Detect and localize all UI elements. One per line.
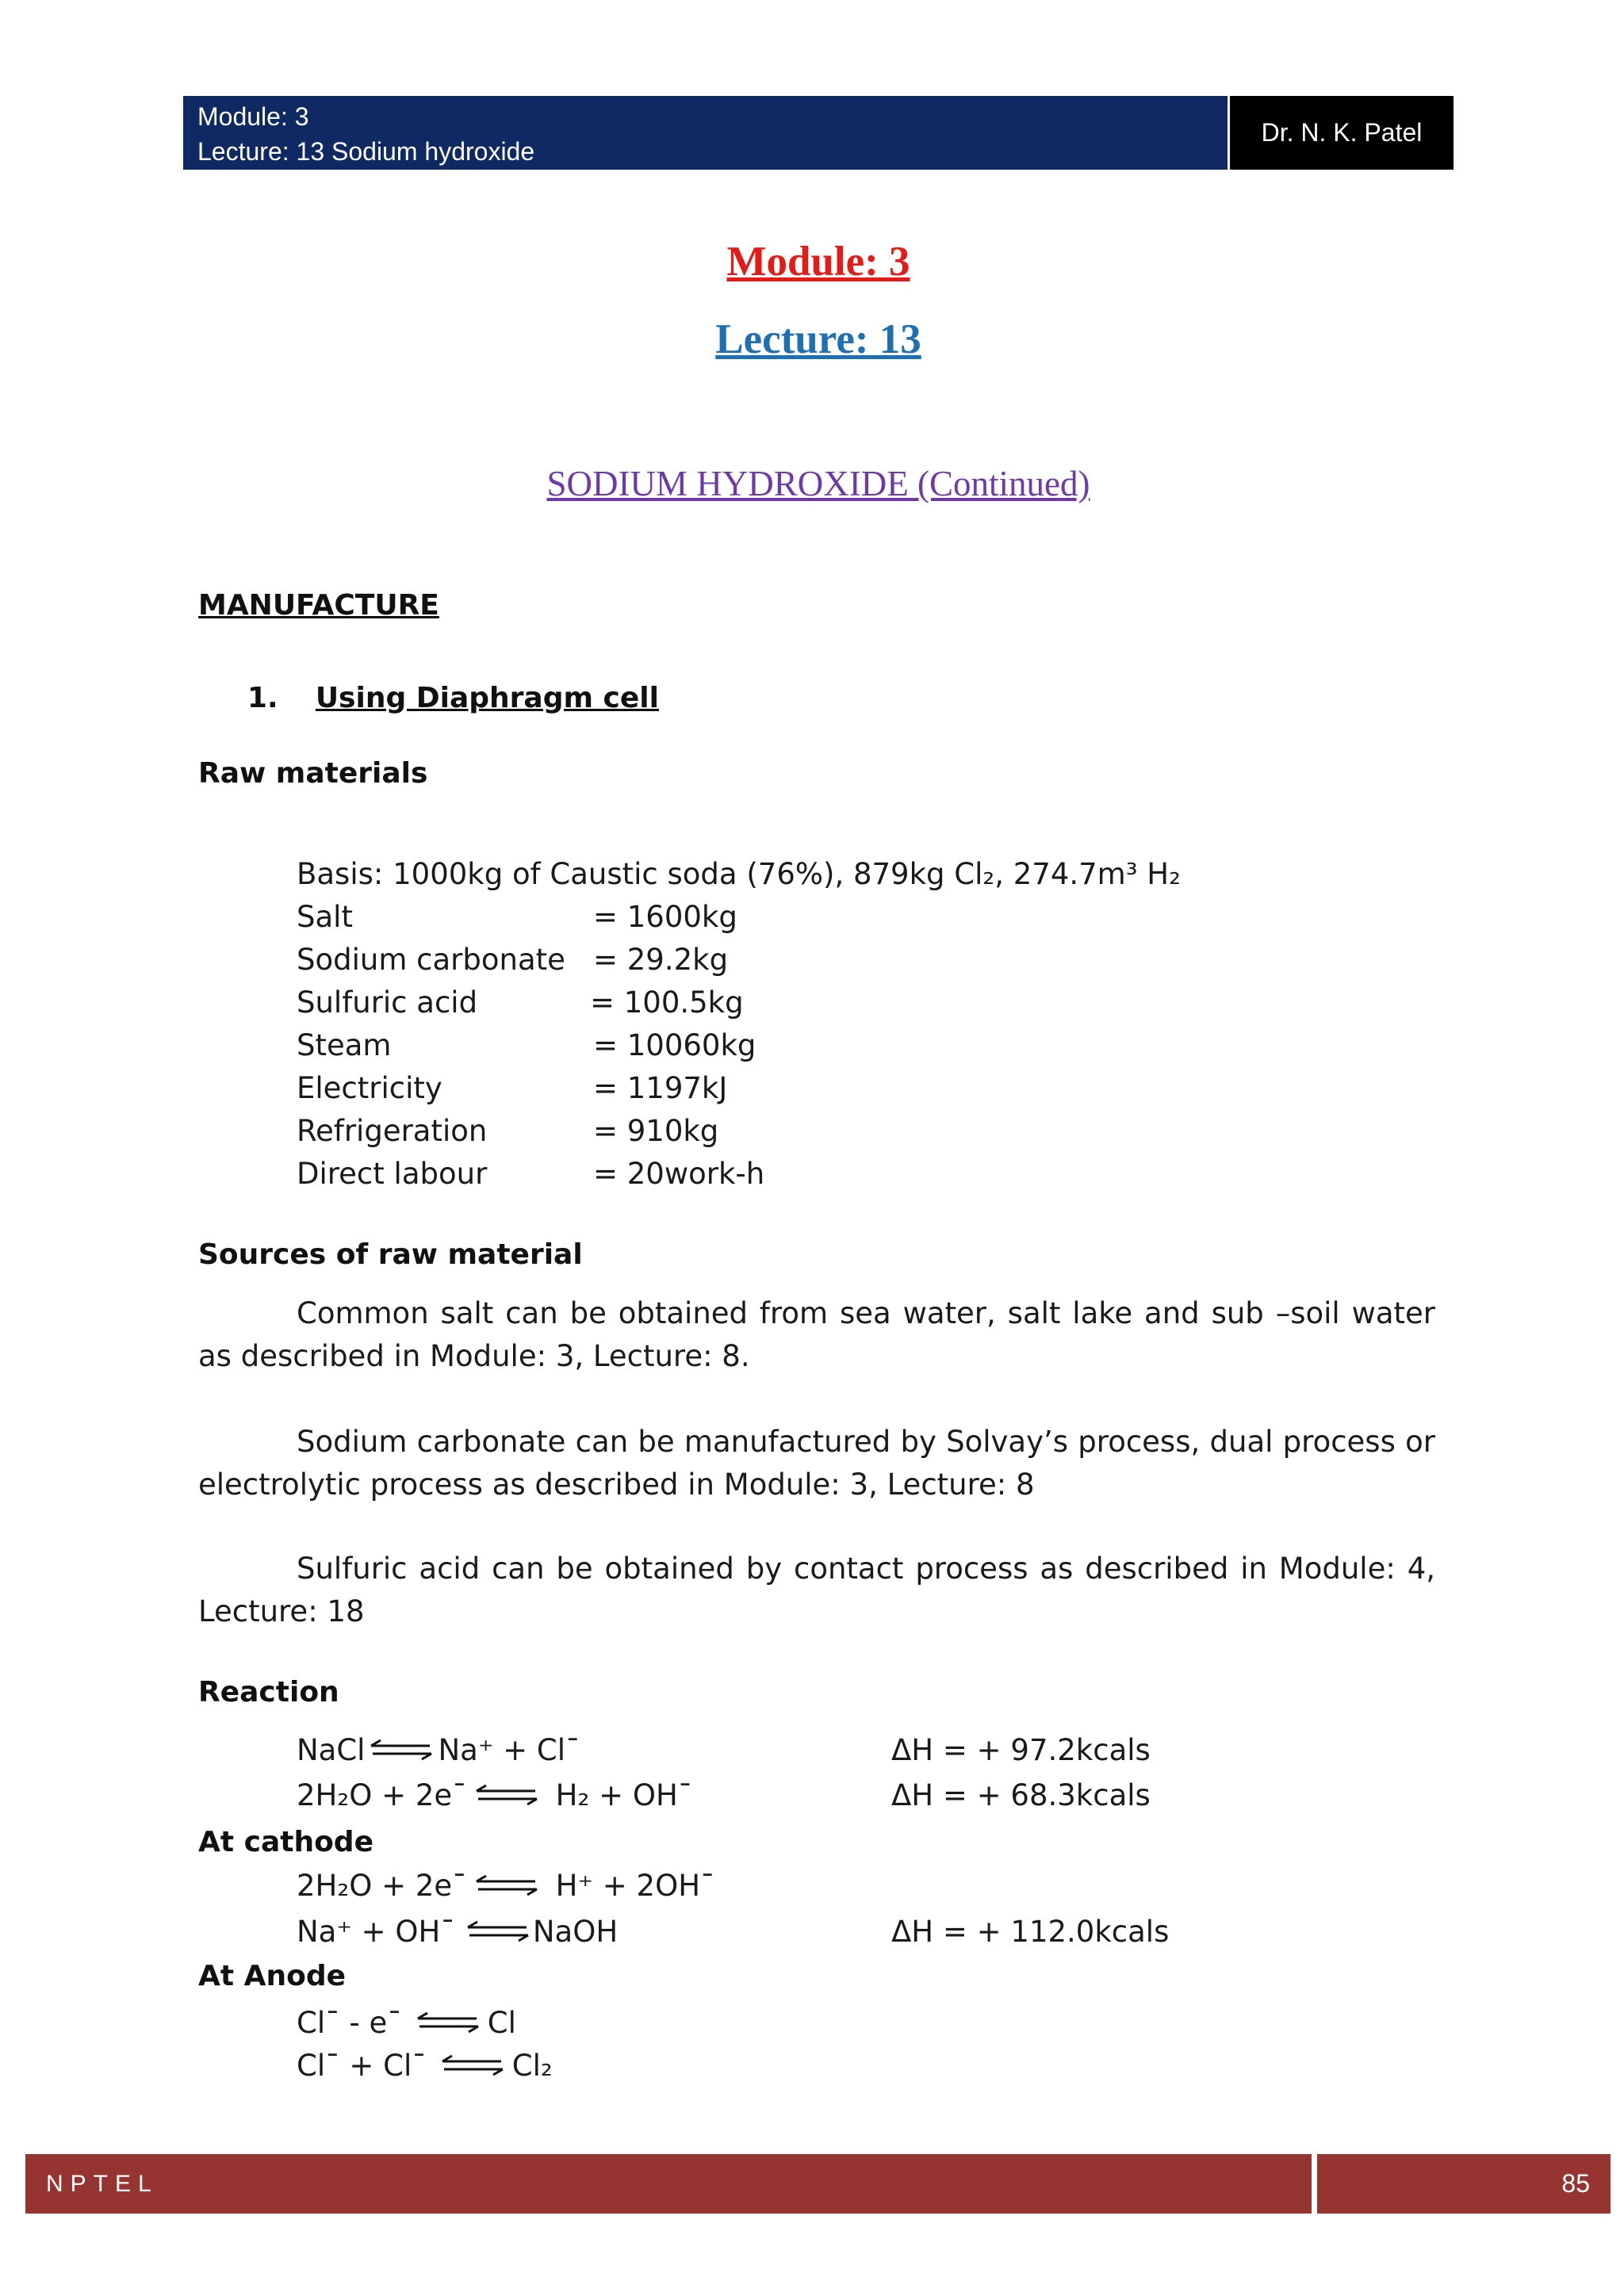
equilibrium-arrow-icon [416, 2007, 480, 2042]
equilibrium-arrow-icon [475, 1870, 538, 1904]
material-row [297, 1024, 1010, 1067]
equation-lhs: Na⁺ + OH¯ [297, 1915, 455, 1949]
material-row [297, 1067, 1010, 1110]
header-author [1230, 96, 1454, 170]
anode-heading: At Anode [198, 1960, 347, 1992]
footer-label: NPTEL [46, 2170, 159, 2197]
equilibrium-arrow-icon [441, 2050, 504, 2084]
manufacture-heading: MANUFACTURE [198, 589, 439, 622]
sources-heading: Sources of raw material [198, 1238, 583, 1271]
equation [297, 1869, 715, 1904]
header-bar [183, 96, 1228, 170]
equation-rhs: NaOH [532, 1915, 619, 1949]
equation-lhs: Cl¯ - e¯ [297, 2006, 402, 2040]
materials-list [297, 896, 1010, 1196]
material-row [297, 982, 1010, 1024]
reaction-heading: Reaction [198, 1676, 339, 1709]
source-paragraph-text: Sulfuric acid can be obtained by contact process as described in Module: 4, Lecture: 18 [198, 1552, 1435, 1628]
equation [297, 1915, 618, 1950]
equation-rhs: H⁺ + 2OH¯ [555, 1869, 715, 1903]
material-row [297, 939, 1010, 982]
enthalpy-value: ΔH = + 97.2kcals [891, 1733, 1151, 1767]
source-paragraph-text: Common salt can be obtained from sea water, salt lake and sub –soil water as described in Module: 3, Lecture: 8. [198, 1296, 1435, 1373]
source-paragraph [198, 1292, 1435, 1378]
equation-lhs: 2H₂O + 2e¯ [297, 1869, 467, 1903]
footer-page-box [1317, 2154, 1611, 2214]
cathode-heading: At cathode [198, 1826, 373, 1858]
method-title: Using Diaphragm cell [315, 682, 659, 714]
material-value: = 1197kJ [593, 1071, 728, 1105]
material-value: = 20work-h [593, 1157, 765, 1191]
equation [297, 1778, 692, 1814]
material-name: Electricity [297, 1071, 442, 1105]
source-paragraph [198, 1548, 1435, 1633]
equation-rhs: Cl [487, 2006, 516, 2040]
footer-bar [25, 2154, 1312, 2214]
basis-line: Basis: 1000kg of Caustic soda (76%), 879kg Cl₂, 274.7m³ H₂ [297, 857, 1181, 891]
equation-rhs: H₂ + OH¯ [555, 1778, 693, 1812]
lecture-title: Lecture: 13 [715, 316, 921, 362]
material-name: Sulfuric acid [297, 985, 478, 1020]
material-value: = 29.2kg [593, 943, 729, 977]
equation-lhs: 2H₂O + 2e¯ [297, 1778, 467, 1812]
source-paragraph-text: Sodium carbonate can be manufactured by Solvay’s process, dual process or electrolytic process as described in Module: 3, Lecture: 8 [198, 1425, 1435, 1502]
material-name: Steam [297, 1028, 392, 1062]
author-name: Dr. N. K. Patel [1261, 118, 1423, 147]
material-name: Sodium carbonate [297, 943, 565, 977]
method-item [247, 682, 659, 714]
material-value: = 10060kg [593, 1028, 756, 1062]
raw-materials-heading: Raw materials [198, 757, 428, 790]
material-value: = 100.5kg [590, 985, 744, 1020]
header-lecture: Lecture: 13 Sodium hydroxide [197, 137, 535, 166]
equation-lhs: NaCl [297, 1733, 366, 1767]
source-paragraph [198, 1421, 1435, 1506]
material-row [297, 1153, 1010, 1196]
material-name: Direct labour [297, 1157, 488, 1191]
material-name: Salt [297, 900, 353, 934]
material-value: = 1600kg [593, 900, 737, 934]
enthalpy-value: ΔH = + 68.3kcals [891, 1778, 1151, 1812]
equation [297, 2006, 516, 2042]
material-value: = 910kg [593, 1114, 719, 1148]
enthalpy-value: ΔH = + 112.0kcals [891, 1915, 1170, 1949]
page-number: 85 [1561, 2169, 1590, 2198]
page-subtitle: SODIUM HYDROXIDE (Continued) [546, 464, 1090, 503]
header-module: Module: 3 [197, 102, 309, 131]
equation-lhs: Cl¯ + Cl¯ [297, 2049, 427, 2083]
equation-rhs: Na⁺ + Cl¯ [438, 1733, 580, 1767]
equation [297, 2049, 553, 2084]
material-name: Refrigeration [297, 1114, 488, 1148]
material-row [297, 1110, 1010, 1153]
material-row [297, 896, 1010, 939]
method-number: 1. [247, 682, 278, 714]
equilibrium-arrow-icon [475, 1780, 538, 1814]
equilibrium-arrow-icon [370, 1735, 433, 1769]
module-title: Module: 3 [726, 239, 910, 285]
equilibrium-arrow-icon [466, 1916, 530, 1950]
equation-rhs: Cl₂ [511, 2049, 553, 2083]
equation [297, 1733, 580, 1769]
